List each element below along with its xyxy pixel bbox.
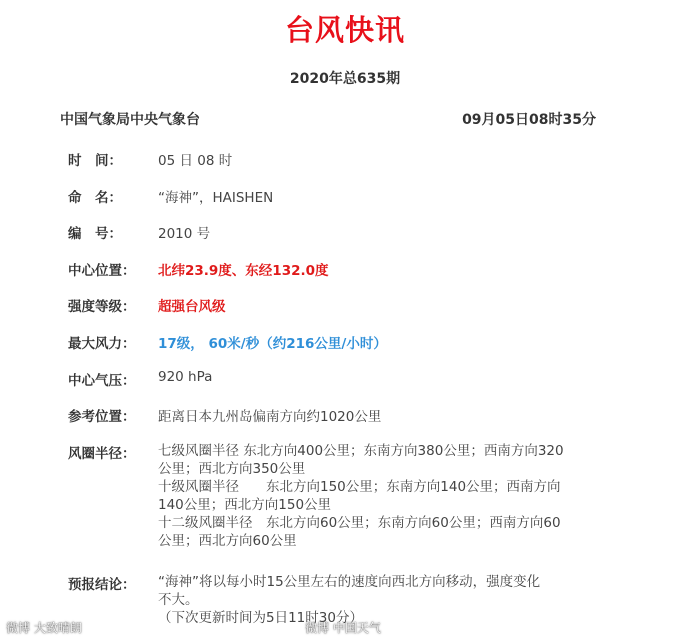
wind-radius-label: 风圈半径： (68, 446, 136, 462)
name-value: “海神”，HAISHEN (158, 190, 274, 206)
center-label: 中心位置： (68, 263, 136, 279)
wind-radius-value (158, 442, 588, 550)
max-wind-value: 17级， 60米/秒（约216公里/小时） (158, 336, 387, 352)
name-label: 命 名： (68, 190, 122, 206)
wind-radius-line: 公里；西北方向350公里 (158, 461, 306, 477)
pressure-value: 920 hPa (158, 369, 213, 385)
intensity-label: 强度等级： (68, 299, 136, 315)
forecast-label: 预报结论： (68, 577, 136, 593)
page-title: 台风快讯 (284, 13, 405, 47)
center-value: 北纬23.9度、东经132.0度 (158, 263, 329, 279)
wind-radius-line: 十级风圈半径 东北方向150公里；东南方向140公里；西南方向 (158, 479, 561, 495)
wind-radius-line: 140公里；西北方向150公里 (158, 497, 332, 513)
wind-radius-line: 公里；西北方向60公里 (158, 533, 297, 549)
wind-radius-line: 十二级风圈半径 东北方向60公里；东南方向60公里；西南方向60 (158, 515, 561, 531)
source-agency: 中国气象局中央气象台 (60, 112, 200, 128)
pressure-label: 中心气压： (68, 373, 136, 389)
max-wind-label: 最大风力： (68, 336, 136, 352)
time-value: 05 日 08 时 (158, 153, 233, 169)
issue-number: 2020年总635期 (289, 71, 401, 87)
forecast-line: （下次更新时间为5日11时30分） (158, 610, 363, 626)
time-label: 时 间： (68, 153, 122, 169)
intensity-value: 超强台风级 (158, 299, 226, 315)
issue-datetime: 09月05日08时35分 (462, 112, 596, 128)
number-label: 编 号： (68, 226, 122, 242)
forecast-line: “海神”将以每小时15公里左右的速度向西北方向移动，强度变化 (158, 574, 541, 590)
wind-radius-line: 七级风圈半径 东北方向400公里；东南方向380公里；西南方向320 (158, 443, 564, 459)
watermark-middle: 微博 中国天气 (305, 621, 381, 635)
forecast-line: 不大。 (158, 592, 199, 608)
reference-label: 参考位置： (68, 409, 136, 425)
reference-value: 距离日本九州岛偏南方向约1020公里 (158, 409, 382, 425)
watermark-left: 微博 大致晴朗 (6, 621, 82, 635)
number-value: 2010 号 (158, 226, 211, 242)
